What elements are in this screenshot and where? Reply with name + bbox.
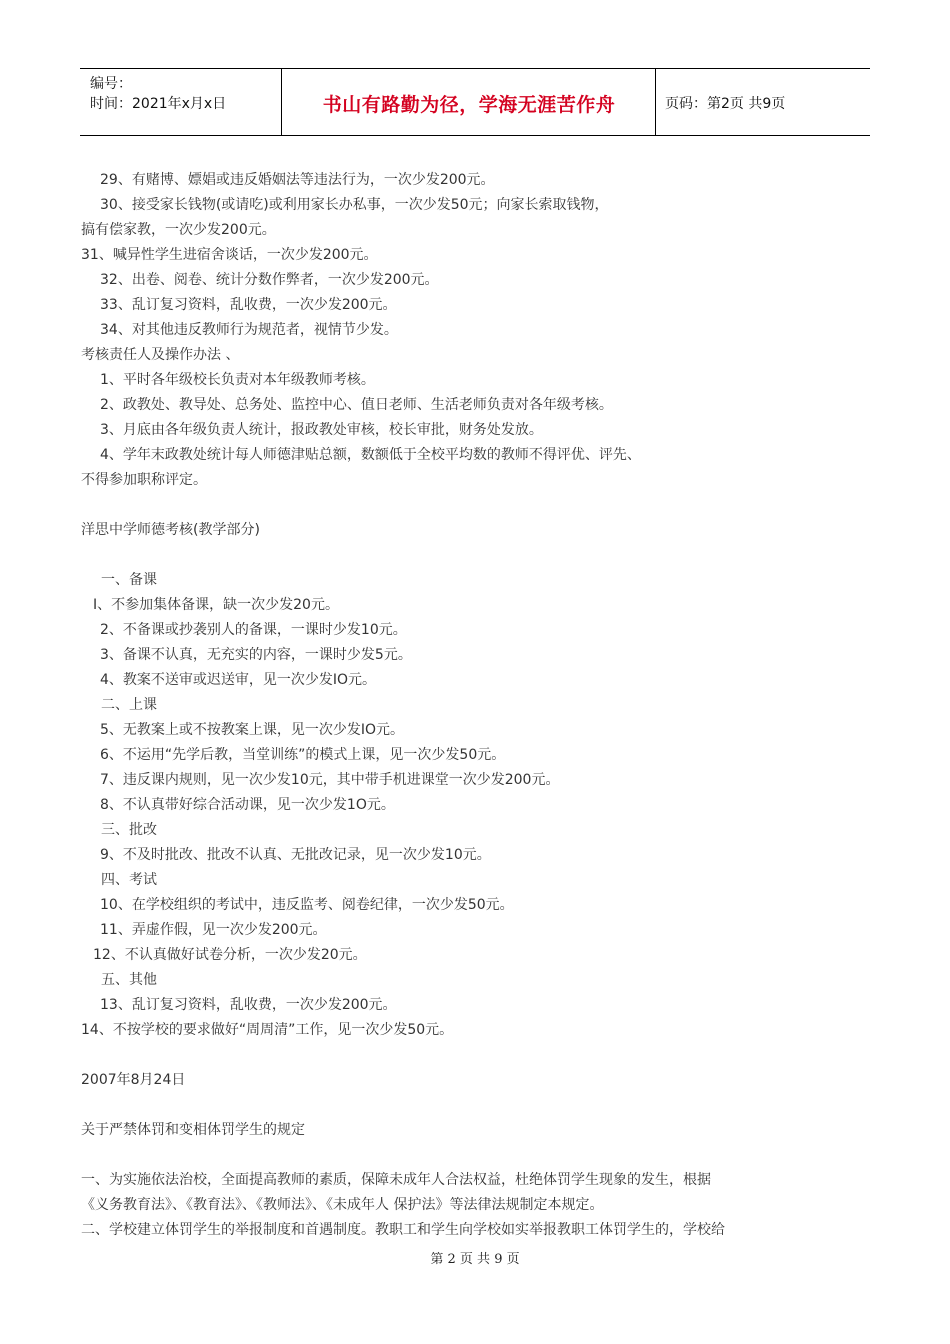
header-top-rule: [80, 68, 870, 69]
text-line: 2、政教处、教导处、总务处、监控中心、值日老师、生活老师负责对各年级考核。: [100, 397, 613, 413]
text-line: 2007年8月24日: [81, 1072, 186, 1088]
text-line: 二、上课: [101, 697, 157, 713]
text-line: 2、不备课或抄袭别人的备课，一课时少发10元。: [100, 622, 407, 638]
text-line: 34、对其他违反教师行为规范者，视情节少发。: [100, 322, 398, 338]
text-line: 14、不按学校的要求做好“周周清”工作，见一次少发50元。: [81, 1022, 454, 1038]
text-line: 32、出卷、阅卷、统计分数作弊者，一次少发200元。: [100, 272, 439, 288]
blank-line: [81, 1143, 871, 1168]
document-body: [81, 168, 871, 1243]
text-line: 3、月底由各年级负责人统计，报政教处审核，校长审批，财务处发放。: [100, 422, 543, 438]
text-line: 8、不认真带好综合活动课，见一次少发1O元。: [100, 797, 395, 813]
text-line: 1、平时各年级校长负责对本年级教师考核。: [100, 372, 375, 388]
text-line: 4、教案不送审或迟送审，见一次少发IO元。: [100, 672, 377, 688]
blank-line: [81, 1043, 871, 1068]
header-bottom-rule: [80, 135, 870, 136]
text-line: 9、不及时批改、批改不认真、无批改记录，见一次少发10元。: [100, 847, 491, 863]
text-line: 11、弄虚作假，见一次少发200元。: [100, 922, 327, 938]
page-footer: [0, 1248, 950, 1267]
text-line: 30、接受家长钱物(或请吃)或利用家长办私事，一次少发50元；向家长索取钱物，: [100, 197, 609, 213]
text-line: 考核责任人及操作办法 、: [81, 347, 240, 363]
text-line: 7、违反课内规则，见一次少发10元，其中带手机进课堂一次少发200元。: [100, 772, 560, 788]
text-line: 二、学校建立体罚学生的举报制度和首遇制度。教职工和学生向学校如实举报教职工体罚学生的，学校给: [81, 1222, 725, 1238]
text-line: 12、不认真做好试卷分析，一次少发20元。: [93, 947, 367, 963]
text-line: 6、不运用“先学后教，当堂训练”的模式上课，见一次少发50元。: [100, 747, 506, 763]
text-line: 不得参加职称评定。: [81, 472, 207, 488]
header-page-label: 页码：第2页 共9页: [665, 96, 786, 112]
text-line: 三、批改: [101, 822, 157, 838]
text-line: 10、在学校组织的考试中，违反监考、阅卷纪律，一次少发50元。: [100, 897, 514, 913]
text-line: 5、无教案上或不按教案上课，见一次少发IO元。: [100, 722, 405, 738]
text-line: 五、其他: [101, 972, 157, 988]
text-line: 一、为实施依法治校，全面提高教师的素质，保障未成年人合法权益，杜绝体罚学生现象的发生，根据: [81, 1172, 711, 1188]
text-line: 《义务教育法》、《教育法》、《教师法》、《未成年人 保护法》等法律法规制定本规定。: [81, 1197, 604, 1213]
text-line: 13、乱订复习资料，乱收费，一次少发200元。: [100, 997, 397, 1013]
text-line: 关于严禁体罚和变相体罚学生的规定: [81, 1122, 305, 1138]
footer-page-number: 第 2 页 共 9 页: [430, 1252, 520, 1267]
blank-line: [81, 493, 871, 518]
header-time-label: 时间：2021年x月x日: [90, 96, 227, 112]
text-line: 33、乱订复习资料，乱收费，一次少发200元。: [100, 297, 397, 313]
text-line: 4、学年末政教处统计每人师德津贴总额，数额低于全校平均数的教师不得评优、评先、: [100, 447, 641, 463]
text-line: 四、考试: [101, 872, 157, 888]
text-line: 洋思中学师德考核(教学部分): [81, 522, 260, 538]
text-line: 一、备课: [101, 572, 157, 588]
header-meta: [90, 74, 226, 114]
text-line: 搞有偿家教，一次少发200元。: [81, 222, 276, 238]
blank-line: [81, 543, 871, 568]
text-line: 3、备课不认真，无充实的内容，一课时少发5元。: [100, 647, 412, 663]
text-line: 31、喊异性学生进宿舍谈话，一次少发200元。: [81, 247, 378, 263]
text-line: 29、有赌博、嫖娼或违反婚姻法等违法行为，一次少发200元。: [100, 172, 495, 188]
blank-line: [81, 1093, 871, 1118]
text-line: I、不参加集体备课，缺一次少发20元。: [93, 597, 339, 613]
header-number-label: 编号：: [90, 76, 132, 92]
page-header: [80, 68, 870, 136]
header-motto: 书山有路勤为径，学海无涯苦作舟: [322, 94, 616, 116]
